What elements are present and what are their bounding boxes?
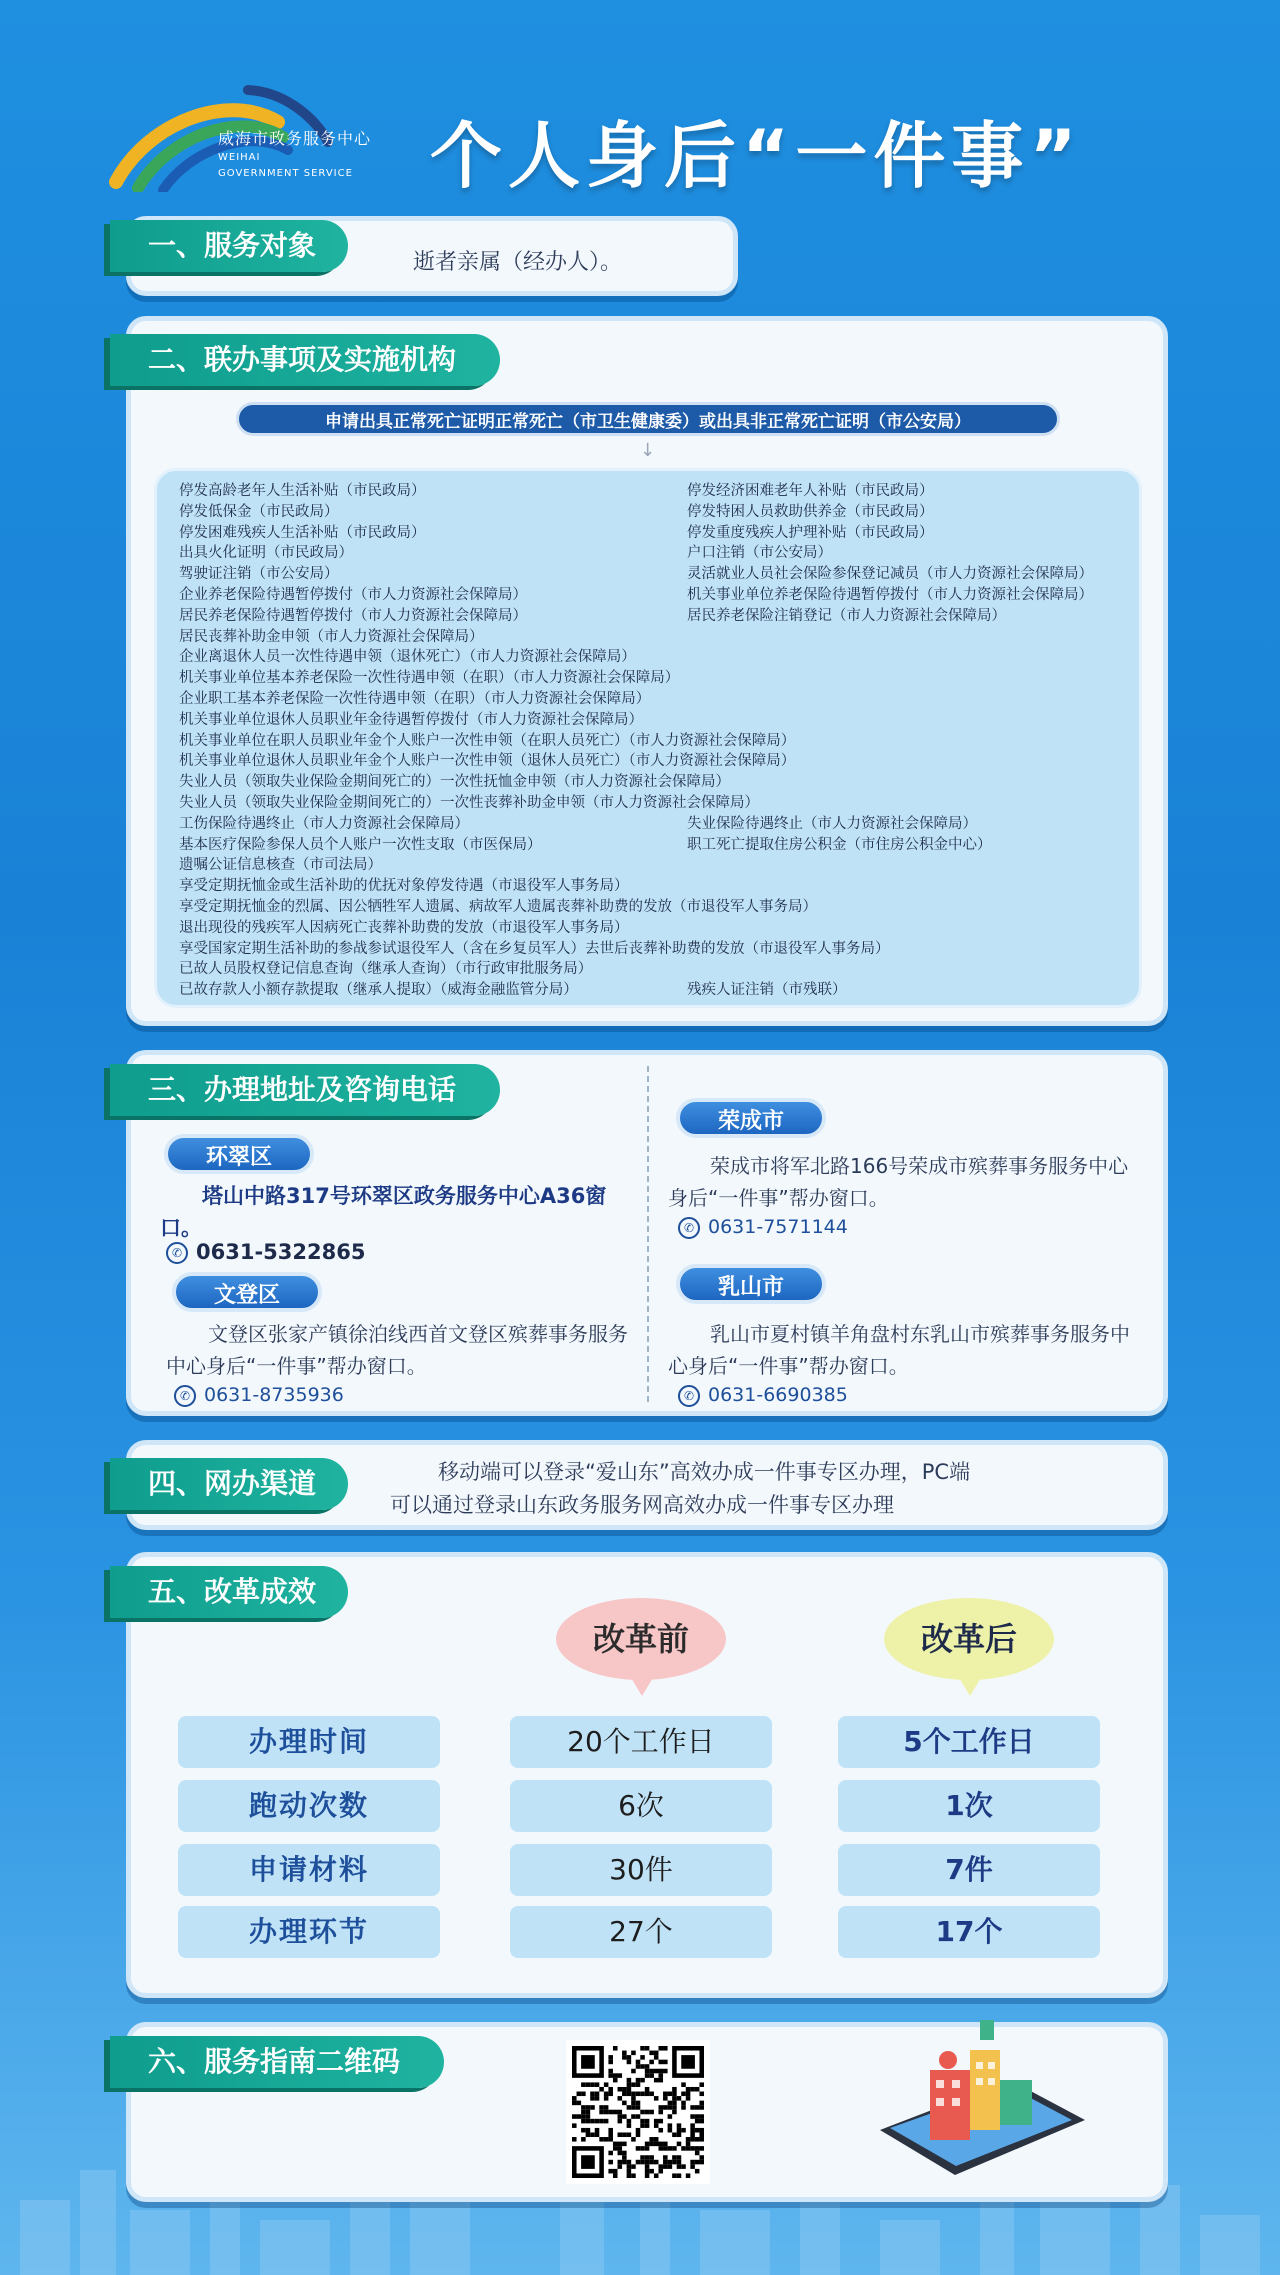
phone-huancui — [166, 1240, 365, 1264]
joint-item: 企业职工基本养老保险一次性待遇申领（在职）（市人力资源社会保障局） — [179, 690, 651, 707]
reform-row-label: 办理环节 — [178, 1906, 440, 1958]
death-certificate-banner: 申请出具正常死亡证明正常死亡（市卫生健康委）或出具非正常死亡证明（市公安局） — [236, 402, 1060, 436]
service-target-text: 逝者亲属（经办人）。 — [413, 250, 623, 275]
joint-item: 机关事业单位退休人员职业年金个人账户一次性申领（退休人员死亡）（市人力资源社会保障局） — [179, 753, 796, 770]
joint-item: 企业离退休人员一次性待遇申领（退休死亡）（市人力资源社会保障局） — [179, 649, 636, 666]
joint-item — [687, 793, 1093, 814]
reform-row-after: 5个工作日 — [838, 1716, 1100, 1768]
org-name-en — [218, 150, 353, 182]
joint-item: 机关事业单位在职人员职业年金个人账户一次性申领（在职人员死亡）（市人力资源社会保障局） — [179, 732, 796, 749]
joint-item: 失业人员（领取失业保险金期间死亡的）一次性丧葬补助金申领（市人力资源社会保障局） — [179, 794, 759, 811]
phone-rongcheng-number: 0631-7571144 — [708, 1216, 848, 1238]
org-name-en-1: WEIHAI — [218, 152, 261, 163]
reform-row-before: 20个工作日 — [510, 1716, 772, 1768]
district-pill-rongcheng: 荣成市 — [676, 1098, 826, 1138]
district-pill-rushan: 乳山市 — [676, 1264, 826, 1304]
district-pill-wendeng: 文登区 — [172, 1272, 322, 1312]
reform-row-after: 7件 — [838, 1844, 1100, 1896]
joint-item: 居民养老保险注销登记（市人力资源社会保障局） — [687, 607, 1006, 624]
address-divider — [647, 1066, 649, 1402]
reform-row-label: 办理时间 — [178, 1716, 440, 1768]
joint-item — [687, 772, 1093, 793]
joint-item: 户口注销（市公安局） — [687, 545, 832, 562]
address-wendeng: 文登区张家产镇徐泊线西首文登区殡葬事务服务中心身后“一件事”帮办窗口。 — [166, 1322, 628, 1378]
reform-row-after: 1次 — [838, 1780, 1100, 1832]
joint-item — [687, 710, 1093, 731]
joint-item: 退出现役的残疾军人因病死亡丧葬补助费的发放（市退役军人事务局） — [179, 919, 629, 936]
joint-item: 残疾人证注销（市残联） — [687, 982, 847, 999]
joint-item: 享受定期抚恤金的烈属、因公牺牲军人遗属、病故军人遗属丧葬补助费的发放（市退役军人事务局） — [179, 898, 817, 915]
joint-item: 工伤保险待遇终止（市人力资源社会保障局） — [179, 815, 469, 832]
online-channel-line1: 移动端可以登录“爱山东”高效办成一件事专区办理，PC端 — [438, 1460, 971, 1484]
phone-huancui-number: 0631-5322865 — [196, 1240, 366, 1264]
joint-item: 基本医疗保险参保人员个人账户一次性支取（市医保局） — [179, 836, 542, 853]
section-tab-address: 三、办理地址及咨询电话 — [110, 1064, 500, 1116]
joint-item — [687, 939, 1093, 960]
reform-row-after: 17个 — [838, 1906, 1100, 1958]
section-tab-online-channel: 四、网办渠道 — [110, 1458, 348, 1510]
section-tab-joint-items: 二、联办事项及实施机构 — [110, 334, 500, 386]
arrow-down-icon: ↓ — [640, 440, 656, 461]
section-tab-reform-results: 五、改革成效 — [110, 1566, 348, 1618]
joint-item: 停发困难残疾人生活补贴（市民政局） — [179, 524, 426, 541]
joint-item — [687, 897, 1093, 918]
before-reform-bubble: 改革前 — [556, 1598, 726, 1680]
reform-row-before: 27个 — [510, 1906, 772, 1958]
joint-item: 驾驶证注销（市公安局） — [179, 566, 339, 583]
smartphone-city-icon — [860, 2010, 1090, 2180]
address-rushan: 乳山市夏村镇羊角盘村东乳山市殡葬事务服务中心身后“一件事”帮办窗口。 — [668, 1322, 1130, 1378]
org-name-en-2: GOVERNMENT SERVICE — [218, 168, 353, 179]
joint-item: 享受国家定期生活补助的参战参试退役军人（含在乡复员军人）去世后丧葬补助费的发放（市退役军人事务局） — [179, 940, 890, 957]
joint-item — [687, 689, 1093, 710]
joint-item: 停发重度残疾人护理补贴（市民政局） — [687, 524, 934, 541]
phone-icon: ✆ — [174, 1385, 196, 1407]
joint-item — [687, 731, 1093, 752]
address-huancui: 塔山中路317号环翠区政务服务中心A36窗口。 — [160, 1184, 607, 1240]
joint-item — [687, 918, 1093, 939]
joint-item: 机关事业单位养老保险待遇暂停拨付（市人力资源社会保障局） — [687, 586, 1093, 603]
joint-item: 企业养老保险待遇暂停拨付（市人力资源社会保障局） — [179, 586, 527, 603]
joint-item: 灵活就业人员社会保险参保登记减员（市人力资源社会保障局） — [687, 566, 1093, 583]
phone-rushan-number: 0631-6690385 — [708, 1384, 848, 1406]
joint-item — [687, 668, 1093, 689]
phone-icon: ✆ — [678, 1217, 700, 1239]
joint-item: 出具火化证明（市民政局） — [179, 545, 353, 562]
joint-items-right-column — [687, 481, 1093, 1001]
joint-item: 享受定期抚恤金或生活补助的优抚对象停发待遇（市退役军人事务局） — [179, 878, 629, 895]
phone-icon: ✆ — [166, 1242, 188, 1264]
online-channel-line2: 可以通过登录山东政务服务网高效办成一件事专区办理 — [390, 1493, 894, 1517]
joint-item: 已故人员股权登记信息查询（继承人查询）（市行政审批服务局） — [179, 961, 593, 978]
joint-item: 失业保险待遇终止（市人力资源社会保障局） — [687, 815, 977, 832]
joint-items-list — [154, 468, 1142, 1008]
page-title: 个人身后“一件事” — [430, 114, 1083, 198]
reform-row-before: 30件 — [510, 1844, 772, 1896]
online-channel-text — [390, 1456, 1120, 1522]
phone-icon: ✆ — [678, 1385, 700, 1407]
joint-item: 已故存款人小额存款提取（继承人提取）（威海金融监管分局） — [179, 982, 578, 999]
district-pill-huancui: 环翠区 — [164, 1134, 314, 1174]
phone-wendeng-number: 0631-8735936 — [204, 1384, 344, 1406]
joint-item: 停发低保金（市民政局） — [179, 503, 339, 520]
joint-item: 居民丧葬补助金申领（市人力资源社会保障局） — [179, 628, 484, 645]
joint-item: 居民养老保险待遇暂停拨付（市人力资源社会保障局） — [179, 607, 527, 624]
joint-item — [687, 855, 1093, 876]
joint-item — [687, 627, 1093, 648]
section-tab-service-target: 一、服务对象 — [110, 220, 348, 272]
reform-row-label: 申请材料 — [178, 1844, 440, 1896]
joint-item: 机关事业单位退休人员职业年金待遇暂停拨付（市人力资源社会保障局） — [179, 711, 643, 728]
phone-rushan — [678, 1384, 848, 1407]
after-reform-bubble: 改革后 — [884, 1598, 1054, 1680]
joint-item: 停发特困人员救助供养金（市民政局） — [687, 503, 934, 520]
section-tab-qr-guide: 六、服务指南二维码 — [110, 2036, 444, 2088]
joint-item: 职工死亡提取住房公积金（市住房公积金中心） — [687, 836, 992, 853]
address-rongcheng: 荣成市将军北路166号荣成市殡葬事务服务中心身后“一件事”帮办窗口。 — [668, 1154, 1129, 1210]
joint-item: 机关事业单位基本养老保险一次性待遇申领（在职）（市人力资源社会保障局） — [179, 670, 680, 687]
joint-item — [687, 751, 1093, 772]
reform-row-before: 6次 — [510, 1780, 772, 1832]
phone-wendeng — [174, 1384, 344, 1407]
joint-item: 失业人员（领取失业保险金期间死亡的）一次性抚恤金申领（市人力资源社会保障局） — [179, 774, 730, 791]
joint-item — [687, 647, 1093, 668]
joint-item: 停发高龄老年人生活补贴（市民政局） — [179, 483, 426, 499]
joint-item — [687, 876, 1093, 897]
phone-rongcheng — [678, 1216, 848, 1239]
org-name: 威海市政务服务中心 — [218, 129, 372, 148]
qr-code-icon — [566, 2040, 710, 2184]
joint-item: 遗嘱公证信息核查（市司法局） — [179, 857, 382, 874]
joint-item — [687, 959, 1093, 980]
joint-item: 停发经济困难老年人补贴（市民政局） — [687, 483, 934, 499]
reform-row-label: 跑动次数 — [178, 1780, 440, 1832]
